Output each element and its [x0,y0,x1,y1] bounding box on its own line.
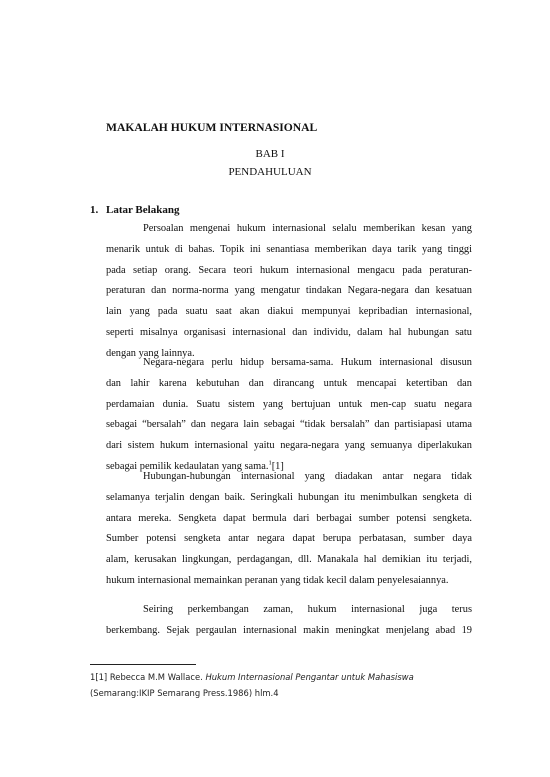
footnote-divider [90,664,196,665]
paragraph-line: berkembang. Sejak pergaulan internasional makin meningkat menjelang abad 19 [106,624,472,636]
section-title: Latar Belakang [106,204,180,216]
paragraph-line: selamanya terjalin dengan baik. Seringkali hubungan itu menimbulkan sengketa di [106,491,472,503]
paragraph-line: menarik untuk di bahas. Topik ini senantiasa memberikan daya tarik yang tinggi [106,243,472,255]
section-heading [90,204,179,216]
paragraph-line: dari sistem hukum internasional yaitu negara-negara yang semuanya diperlakukan [106,440,472,452]
paragraph-line: pada setiap orang. Secara teori hukum internasional mengacu pada peraturan- [106,264,472,276]
footnote-mark[interactable]: 1 [268,459,272,467]
paragraph-3 [106,467,472,592]
paragraph-line: alam, kerusakan lingkungan, perdagangan, dll. Manakala hal demikian itu terjadi, [106,554,472,566]
paragraph-line: lain yang pada suatu saat akan diakui mempunyai kepribadian internasional, [106,306,472,318]
paragraph-1 [106,219,472,365]
footnote-line-2: (Semarang:IKIP Semarang Press.1986) hlm.4 [90,688,279,698]
chapter-number: BAB I [255,148,285,160]
paragraph-line: perdamaian dunia. Suatu sistem yang bertujuan untuk men-cap suatu negara [106,398,472,410]
footnote [90,669,490,701]
footnote-book-title: Hukum Internasional Pengantar untuk Mahasiswa [205,672,414,682]
paragraph-2 [106,353,472,478]
paragraph-line: dengan yang lainnya. [106,347,195,359]
paragraph-line: seperti misalnya organisasi internasional dan individu, dalam hal hubungan satu [106,326,472,338]
paragraph-line: Sumber potensi sengketa antar negara dapat berupa perbatasan, sumber daya [106,533,472,545]
paragraph-line: Hubungan-hubungan internasional yang diadakan antar negara tidak [143,471,472,482]
paragraph-line-text: sebagai pemilik kedaulatan yang sama. [106,460,269,472]
paragraph-line: Seiring perkembangan zaman, hukum internasional juga terus [143,604,472,615]
paragraph-line: Persoalan mengenai hukum internasional selalu memberikan kesan yang [143,223,472,234]
chapter-title: PENDAHULUAN [228,166,312,178]
footnote-reference-link[interactable]: [1] [271,460,284,472]
paragraph-line: hukum internasional memainkan peranan yang tidak kecil dalam penyelesaiannya. [106,574,449,586]
paragraph-4 [106,600,472,642]
paragraph-line: Negara-negara perlu hidup bersama-sama. Hukum internasional disusun [143,357,472,368]
paragraph-line: sebagai “bersalah” dan negara lain sebagai “tidak bersalah” dan partisiapasi utama [106,419,472,431]
paragraph-line: peraturan dan norma-norma yang mengatur tindakan Negara-negara dan kesatuan [106,285,472,297]
document-title: MAKALAH HUKUM INTERNASIONAL [106,121,318,134]
paragraph-line: dan lahir karena kebutuhan dan dirancang untuk mencapai ketertiban dan [106,377,472,389]
section-number: 1. [90,204,99,216]
footnote-citation: 1[1] Rebecca M.M Wallace. [90,672,206,682]
paragraph-line: antara mereka. Sengketa dapat bermula dari berbagai sumber potensi sengketa. [106,512,472,524]
footnote-line-1 [90,669,490,685]
